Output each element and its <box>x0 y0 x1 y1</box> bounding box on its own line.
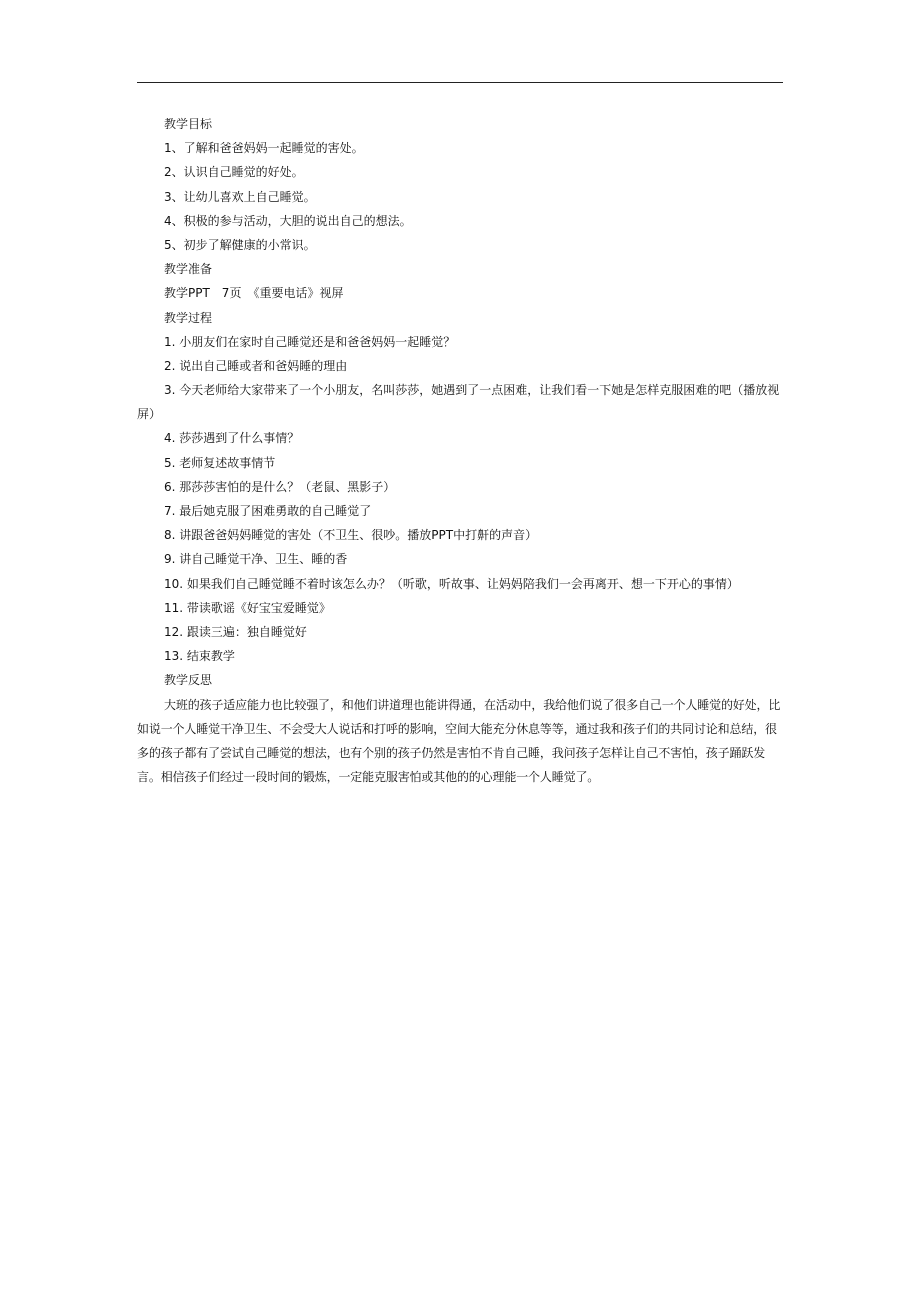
goal-item: 1、了解和爸爸妈妈一起睡觉的害处。 <box>164 141 364 156</box>
process-step: 5. 老师复述故事情节 <box>164 455 276 470</box>
prep-text: 教学PPT 7页 《重要电话》视屏 <box>164 286 344 301</box>
header-rule <box>137 82 783 83</box>
section-heading-prep: 教学准备 <box>164 262 213 277</box>
goal-item: 3、让幼儿喜欢上自己睡觉。 <box>164 189 316 204</box>
goal-item: 4、积极的参与活动，大胆的说出自己的想法。 <box>164 213 412 228</box>
process-step: 12. 跟读三遍：独自睡觉好 <box>164 624 307 639</box>
process-step: 2. 说出自己睡或者和爸妈睡的理由 <box>164 358 348 373</box>
process-step: 4. 莎莎遇到了什么事情？ <box>164 431 300 446</box>
process-step: 9. 讲自己睡觉干净、卫生、睡的香 <box>164 552 348 567</box>
goal-item: 2、认识自己睡觉的好处。 <box>164 165 304 180</box>
process-step: 10. 如果我们自己睡觉睡不着时该怎么办？（听歌，听故事、让妈妈陪我们一会再离开、想一下开心的事情） <box>164 576 739 591</box>
section-heading-process: 教学过程 <box>164 310 213 325</box>
reflection-paragraph: 大班的孩子适应能力也比较强了，和他们讲道理也能讲得通，在活动中，我给他们说了很多自己一个人睡觉的好处，比如说一个人睡觉干净卫生、不会受大人说话和打呼的影响，空间大能充分休息等等，通过我和孩子们的共同讨论和总结，很多的孩子都有了尝试自己睡觉的想法，也有个别的孩子仍然是害怕不肯自己睡，我问孩子怎样让自己不害怕，孩子踊跃发言。相信孩子们经过一段时间的锻炼，一定能克服害怕或其他的的心理能一个人睡觉了。 <box>137 697 781 785</box>
process-step: 8. 讲跟爸爸妈妈睡觉的害处（不卫生、很吵。播放PPT中打鼾的声音） <box>164 528 538 543</box>
process-step: 3. 今天老师给大家带来了一个小朋友，名叫莎莎，她遇到了一点困难，让我们看一下她是怎样克服困难的吧（播放视屏） <box>137 383 780 422</box>
section-heading-goals: 教学目标 <box>164 117 213 131</box>
goal-item: 5、初步了解健康的小常识。 <box>164 237 316 252</box>
section-heading-reflection: 教学反思 <box>164 673 213 688</box>
process-step: 1. 小朋友们在家时自己睡觉还是和爸爸妈妈一起睡觉？ <box>164 334 456 349</box>
process-step: 6. 那莎莎害怕的是什么？（老鼠、黑影子） <box>164 479 396 494</box>
document-body <box>137 112 783 789</box>
process-step: 7. 最后她克服了困难勇敢的自己睡觉了 <box>164 504 372 519</box>
process-step: 11. 带读歌谣《好宝宝爱睡觉》 <box>164 600 331 615</box>
process-step: 13. 结束教学 <box>164 649 235 664</box>
